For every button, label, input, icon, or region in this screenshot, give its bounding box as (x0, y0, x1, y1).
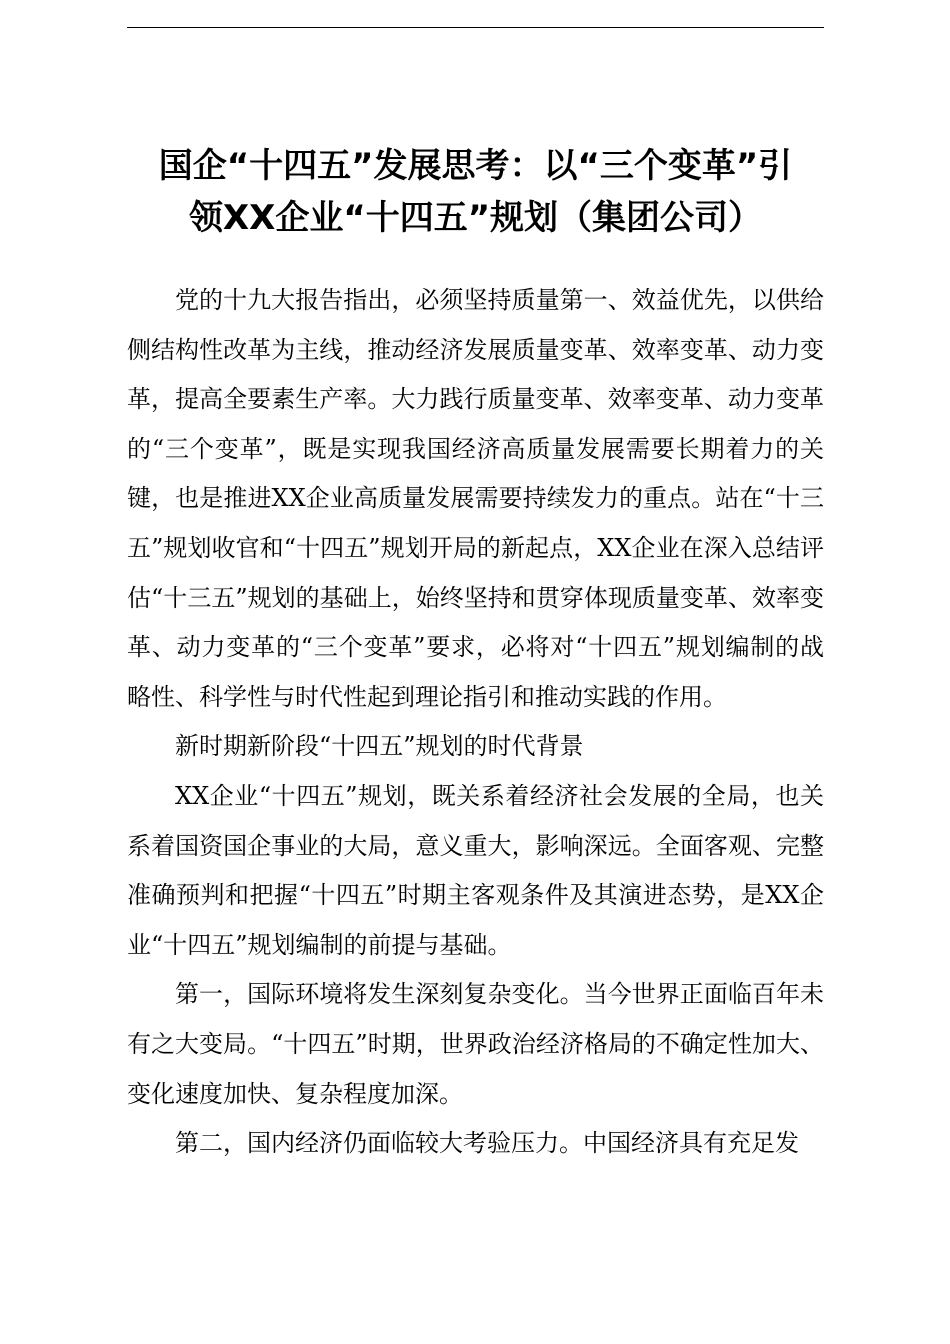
document-title (127, 140, 824, 244)
document-body (127, 276, 824, 1169)
title-line-2: 领XX企业“十四五”规划（集团公司） (188, 198, 763, 238)
paragraph-point-2: 第二，国内经济仍面临较大考验压力。中国经济具有充足发 (175, 1129, 799, 1158)
paragraph-point-1: 第一，国际环境将发生深刻复杂变化。当今世界正面临百年未有之大变局。“十四五”时期，世界政治经济格局的不确定性加大、变化速度加快、复杂程度加深。 (127, 980, 824, 1108)
paragraph-intro: 党的十九大报告指出，必须坚持质量第一、效益优先，以供给侧结构性改革为主线，推动经济发展质量变革、效率变革、动力变革，提高全要素生产率。大力践行质量变革、效率变革、动力变革的“三个变革”，既是实现我国经济高质量发展需要长期着力的关键，也是推进XX企业高质量发展需要持续发力的重点。站在“十三五”规划收官和“十四五”规划开局的新起点，XX企业在深入总结评估“十三五”规划的基础上，始终坚持和贯穿体现质量变革、效率变革、动力变革的“三个变革”要求，必将对“十四五”规划编制的战略性、科学性与时代性起到理论指引和推动实践的作用。 (127, 286, 824, 711)
paragraph-background: XX企业“十四五”规划，既关系着经济社会发展的全局，也关系着国资国企事业的大局，意义重大，影响深远。全面客观、完整准确预判和把握“十四五”时期主客观条件及其演进态势，是XX企业“十四五”规划编制的前提与基础。 (127, 781, 824, 959)
title-line-1: 国企“十四五”发展思考：以“三个变革”引 (158, 146, 793, 186)
section-heading-background: 新时期新阶段“十四五”规划的时代背景 (175, 732, 584, 761)
header-rule (127, 27, 824, 28)
